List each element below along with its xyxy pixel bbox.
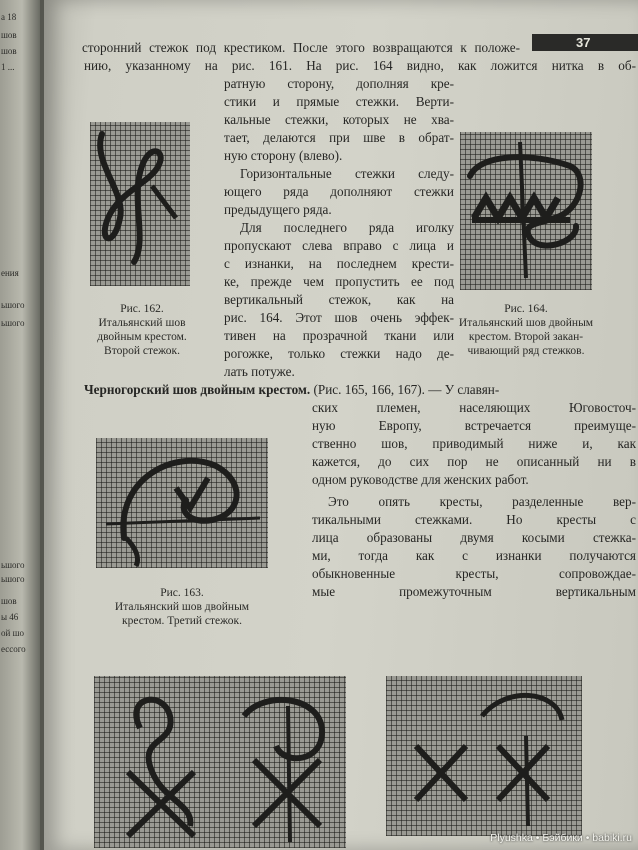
prev-page-fragment: а 18 [1,12,17,22]
prev-page-fragment: ессого [1,644,26,654]
page-number: 37 [532,34,638,51]
text-line: лица образованы двумя косыми стежка- [312,530,636,545]
caption-line: чивающий ряд стежков. [467,345,585,357]
text-line: ми, тогда как с изнанки получаются [312,548,636,563]
text-line: с изнанки, на последнем крести- [224,256,454,271]
caption-line: Рис. 162. [120,303,164,315]
prev-page-fragment: ой шо [1,628,24,638]
prev-page-fragment: шов [1,30,17,40]
prev-page-fragment: ьшого [1,300,25,310]
figure-162-caption [72,302,212,358]
prev-page-fragment: ения [1,268,19,278]
previous-page-edge [0,0,40,850]
caption-line: двойным крестом. [97,331,187,343]
text-line: нию, указанному на рис. 161. На рис. 164 видно, как ложится нитка в об- [84,58,636,73]
stitch-diagram-icon [96,438,268,568]
stitch-diagram-icon [90,122,190,286]
text-line: пропускают слева вправо с лица и [224,238,454,253]
stitch-diagram-icon [460,132,592,290]
text-line: рогожке, только стежки надо де- [224,346,454,361]
figure-165-166-image [94,676,346,848]
stitch-diagram-icon [386,676,582,836]
text-line: ственно шов, приводимый ниже и, как [312,436,636,451]
text-line: ских племен, населяющих Юговосточ- [312,400,636,415]
caption-line: Рис. 164. [504,303,548,315]
figure-163-caption [84,586,280,628]
prev-page-fragment: ьшого [1,574,25,584]
text-line: ную сторону (влево). [224,148,343,163]
figure-167-image [386,676,582,836]
prev-page-fragment: ьшого [1,318,25,328]
caption-line: Итальянский шов [98,317,186,329]
prev-page-fragment: шов [1,596,17,606]
text-line: сторонний стежок под крестиком. После этого возвращаются к положе- [82,40,520,55]
section-heading: Черногорский шов двойным крестом. [84,382,311,397]
text-line: Горизонтальные стежки следу- [240,166,454,181]
caption-line: крестом. Второй закан- [468,331,584,343]
text-line: тает, делаются при шве в обрат- [224,130,454,145]
caption-line: Рис. 163. [160,587,204,599]
text-line: ную Европу, встречается преимуще- [312,418,636,433]
text-line: предыдущего ряда. [224,202,332,217]
figure-164-image [460,132,592,290]
text-line: ющего ряда дополняют стежки [224,184,454,199]
text-line: тивен на прозрачной ткани или [224,328,454,343]
prev-page-fragment: ы 46 [1,612,19,622]
prev-page-fragment: ьшого [1,560,25,570]
text-line: обыкновенные кресты, сопровождае- [312,566,636,581]
watermark: Plyushka • Бэйбики • babiki.ru [490,832,632,844]
caption-line: Второй стежок. [104,345,180,357]
text-line: Это опять кресты, разделенные вер- [328,494,636,509]
text-line: кальные стежки, которых не хва- [224,112,454,127]
book-page [44,0,638,850]
figure-163-image [96,438,268,568]
text-line: ке, прежде чем пропустить ее под [224,274,454,289]
text-line: тикальными стежками. Но кресты с [312,512,636,527]
text-line: кажется, до сих пор не описанный ни в [312,454,636,469]
text-line: ратную сторону, дополняя кре- [224,76,454,91]
figure-164-caption [436,302,616,358]
caption-line: Итальянский шов двойным [114,601,250,613]
prev-page-fragment: шов [1,46,17,56]
text-line: одном руководстве для женских работ. [312,472,529,487]
text-line: Для последнего ряда иголку [240,220,454,235]
text-line: лать потуже. [224,364,295,379]
text-line: рис. 164. Этот шов очень эффек- [224,310,454,325]
section-heading-line [84,382,636,398]
prev-page-fragment: 1 ... [1,62,15,72]
caption-line: Итальянский шов двойным [458,317,594,329]
figure-162-image [90,122,190,286]
text-line: мые промежуточным вертикальным [312,584,636,599]
caption-line: крестом. Третий стежок. [121,615,243,627]
text-line: вертикальный стежок, как на [224,292,454,307]
section-heading-ref: (Рис. 165, 166, 167). — У славян- [313,382,500,397]
text-line: стики и прямые стежки. Верти- [224,94,454,109]
stitch-diagram-icon [94,676,346,848]
